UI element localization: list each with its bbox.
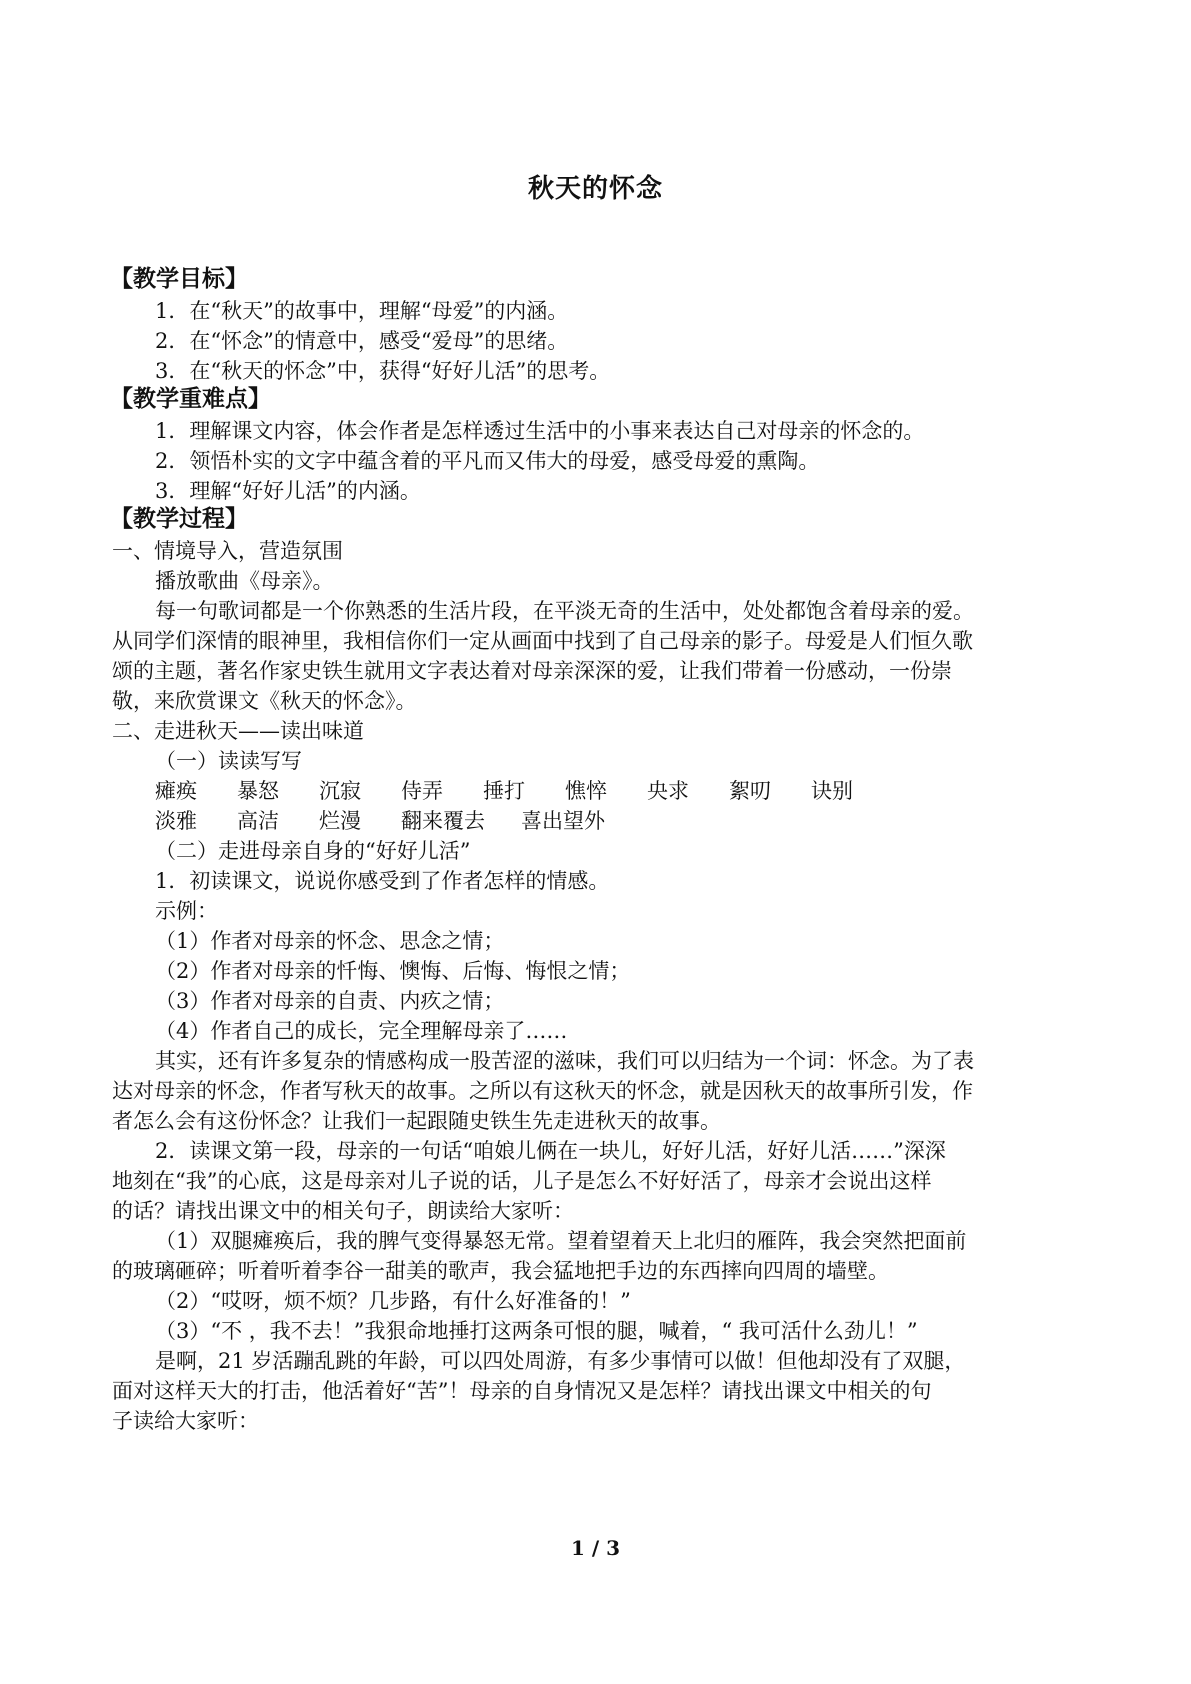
vocab-word: 烂漫 <box>319 809 361 833</box>
section-heading-key-points: 【教学重难点】 <box>110 386 271 412</box>
example-item: （2）作者对母亲的忏悔、懊悔、后悔、悔恨之情； <box>155 959 631 983</box>
paragraph-line: 面对这样天大的打击，他活着好“苦”！母亲的自身情况又是怎样？请找出课文中相关的句 <box>112 1379 932 1403</box>
paragraph-line: 颂的主题，著名作家史铁生就用文字表达着对母亲深深的爱，让我们带着一份感动，一份崇 <box>112 659 952 683</box>
section-heading-goals: 【教学目标】 <box>110 266 248 292</box>
vocab-word: 翻来覆去 <box>401 809 485 833</box>
paragraph-line: 每一句歌词都是一个你熟悉的生活片段，在平淡无奇的生活中，处处都饱含着母亲的爱。 <box>155 599 974 623</box>
vocab-word: 诀别 <box>811 779 853 803</box>
quote-line: 的玻璃砸碎；听着听着李谷一甜美的歌声，我会猛地把手边的东西摔向四周的墙壁。 <box>112 1259 889 1283</box>
example-item: （1）作者对母亲的怀念、思念之情； <box>155 929 505 953</box>
document-title: 秋天的怀念 <box>527 174 663 204</box>
vocab-row <box>155 806 1135 836</box>
goal-item: 3．在“秋天的怀念”中，获得“好好儿活”的思考。 <box>155 359 611 383</box>
example-label: 示例： <box>155 899 218 923</box>
question-line: 2．读课文第一段，母亲的一句话“咱娘儿俩在一块儿，好好儿活，好好儿活……”深深 <box>155 1139 946 1163</box>
vocab-word: 絮叨 <box>729 779 771 803</box>
example-item: （3）作者对母亲的自责、内疚之情； <box>155 989 505 1013</box>
quote-line: （1）双腿瘫痪后，我的脾气变得暴怒无常。望着望着天上北归的雁阵，我会突然把面前 <box>155 1229 967 1253</box>
vocab-word: 暴怒 <box>237 779 279 803</box>
vocab-row <box>155 776 1135 806</box>
vocab-word: 高洁 <box>237 809 279 833</box>
vocab-word: 瘫痪 <box>155 779 197 803</box>
vocab-word: 捶打 <box>483 779 525 803</box>
vocab-word: 淡雅 <box>155 809 197 833</box>
key-point-item: 3．理解“好好儿活”的内涵。 <box>155 479 421 503</box>
step-title: 二、走进秋天——读出味道 <box>112 719 364 743</box>
goal-item: 1．在“秋天”的故事中，理解“母爱”的内涵。 <box>155 299 569 323</box>
quote-line: （2）“哎呀，烦不烦？几步路，有什么好准备的！” <box>155 1289 631 1313</box>
question-line: 1．初读课文，说说你感受到了作者怎样的情感。 <box>155 869 610 893</box>
example-item: （4）作者自己的成长，完全理解母亲了…… <box>155 1019 568 1043</box>
vocab-word: 憔悴 <box>565 779 607 803</box>
vocab-word: 央求 <box>647 779 689 803</box>
subsection-title: （二）走进母亲自身的“好好儿活” <box>155 839 471 863</box>
section-heading-process: 【教学过程】 <box>110 506 248 532</box>
quote-line: （3）“不 ，我不去！”我狠命地捶打这两条可恨的腿，喊着，“ 我可活什么劲儿！” <box>155 1319 918 1343</box>
vocab-word: 侍弄 <box>401 779 443 803</box>
key-point-item: 2．领悟朴实的文字中蕴含着的平凡而又伟大的母爱，感受母爱的熏陶。 <box>155 449 820 473</box>
step-title: 一、情境导入，营造氛围 <box>112 539 343 563</box>
question-line: 地刻在“我”的心底，这是母亲对儿子说的话，儿子是怎么不好好活了，母亲才会说出这样 <box>112 1169 932 1193</box>
paragraph-line: 子读给大家听： <box>112 1409 259 1433</box>
paragraph-line: 其实，还有许多复杂的情感构成一股苦涩的滋味，我们可以归结为一个词：怀念。为了表 <box>155 1049 974 1073</box>
vocab-word: 沉寂 <box>319 779 361 803</box>
paragraph-line: 播放歌曲《母亲》。 <box>155 569 334 593</box>
key-point-item: 1．理解课文内容，体会作者是怎样透过生活中的小事来表达自己对母亲的怀念的。 <box>155 419 925 443</box>
paragraph-line: 是啊，21 岁活蹦乱跳的年龄，可以四处周游，有多少事情可以做！但他却没有了双腿， <box>155 1349 966 1373</box>
question-line: 的话？请找出课文中的相关句子，朗读给大家听： <box>112 1199 574 1223</box>
page-number: 1 / 3 <box>570 1536 621 1560</box>
vocab-word: 喜出望外 <box>521 809 605 833</box>
goal-item: 2．在“怀念”的情意中，感受“爱母”的思绪。 <box>155 329 569 353</box>
paragraph-line: 者怎么会有这份怀念？让我们一起跟随史铁生先走进秋天的故事。 <box>112 1109 721 1133</box>
paragraph-line: 从同学们深情的眼神里，我相信你们一定从画面中找到了自己母亲的影子。母爱是人们恒久歌 <box>112 629 973 653</box>
paragraph-line: 达对母亲的怀念，作者写秋天的故事。之所以有这秋天的怀念，就是因秋天的故事所引发，作 <box>112 1079 973 1103</box>
subsection-title: （一）读读写写 <box>155 749 302 773</box>
paragraph-line: 敬，来欣赏课文《秋天的怀念》。 <box>112 689 417 713</box>
